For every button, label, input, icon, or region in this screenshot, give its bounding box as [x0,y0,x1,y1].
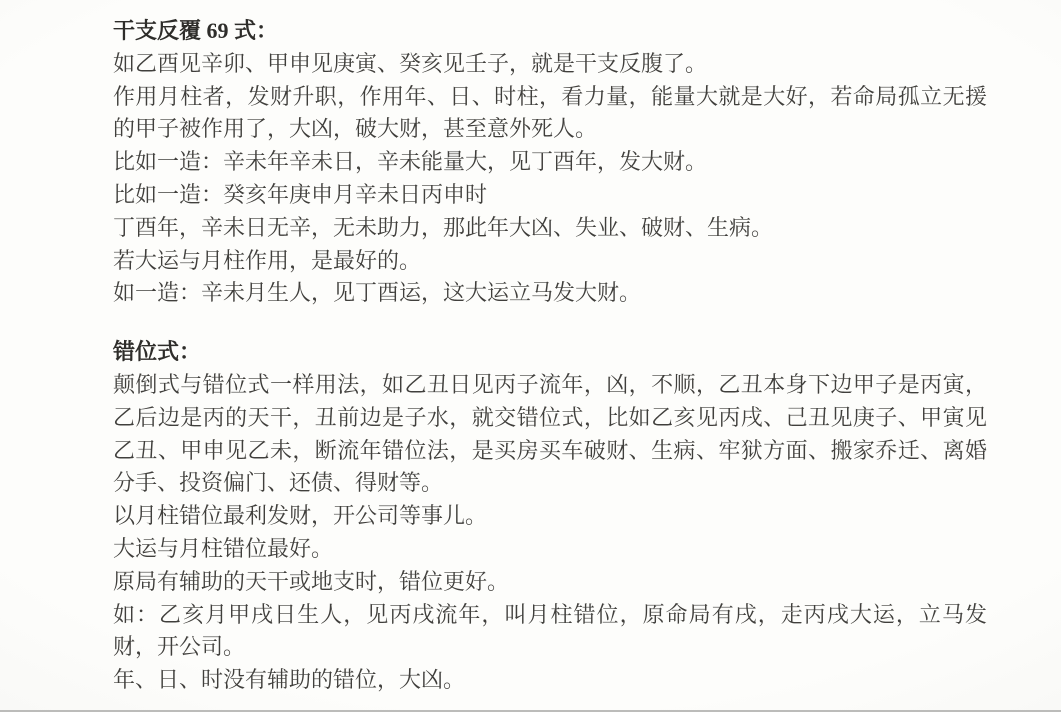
paragraph: 年、日、时没有辅助的错位，大凶。 [113,667,466,693]
paragraph: 颠倒式与错位式一样用法，如乙丑日见丙子流年，凶，不顺，乙丑本身下边甲子是丙寅，乙后边是丙的天干，丑前边是子水，就交错位式，比如乙亥见丙戌、己丑见庚子、甲寅见乙丑、甲申见乙未，断流年错位法，是买房买车破财、生病、牢狱方面、搬家乔迁、离婚分手、投资偏门、还债、得财等。 [113,371,987,496]
paragraph: 比如一造：辛未年辛未日，辛未能量大，见丁酉年，发大财。 [113,149,708,175]
paragraph: 如：乙亥月甲戌日生人，见丙戌流年，叫月柱错位，原命局有戌，走丙戌大运，立马发财，开公司。 [113,601,987,660]
paragraph: 原局有辅助的天干或地支时，错位更好。 [113,568,510,594]
section-heading-ganzhi-fanfu: 干支反覆 69 式： [113,18,279,43]
section-cuowei-shi [113,336,987,697]
paragraph: 大运与月柱错位最好。 [113,535,334,561]
paragraph: 以月柱错位最利发财，开公司等事儿。 [113,503,488,529]
paragraph: 如乙酉见辛卯、甲申见庚寅、癸亥见壬子，就是干支反腹了。 [113,50,708,76]
paragraph: 比如一造：癸亥年庚申月辛未日丙申时 [113,181,488,207]
paragraph: 如一造：辛未月生人，见丁酉运，这大运立马发大财。 [113,280,642,306]
section-ganzhi-fanfu [113,15,987,310]
paragraph: 丁酉年，辛未日无辛，无未助力，那此年大凶、失业、破财、生病。 [113,214,774,240]
paragraph: 若大运与月柱作用，是最好的。 [113,247,422,273]
paragraph: 作用月柱者，发财升职，作用年、日、时柱，看力量，能量大就是大好，若命局孤立无援的甲子被作用了，大凶，破大财，甚至意外死人。 [113,83,987,142]
section-heading-cuowei-shi: 错位式： [113,339,202,365]
